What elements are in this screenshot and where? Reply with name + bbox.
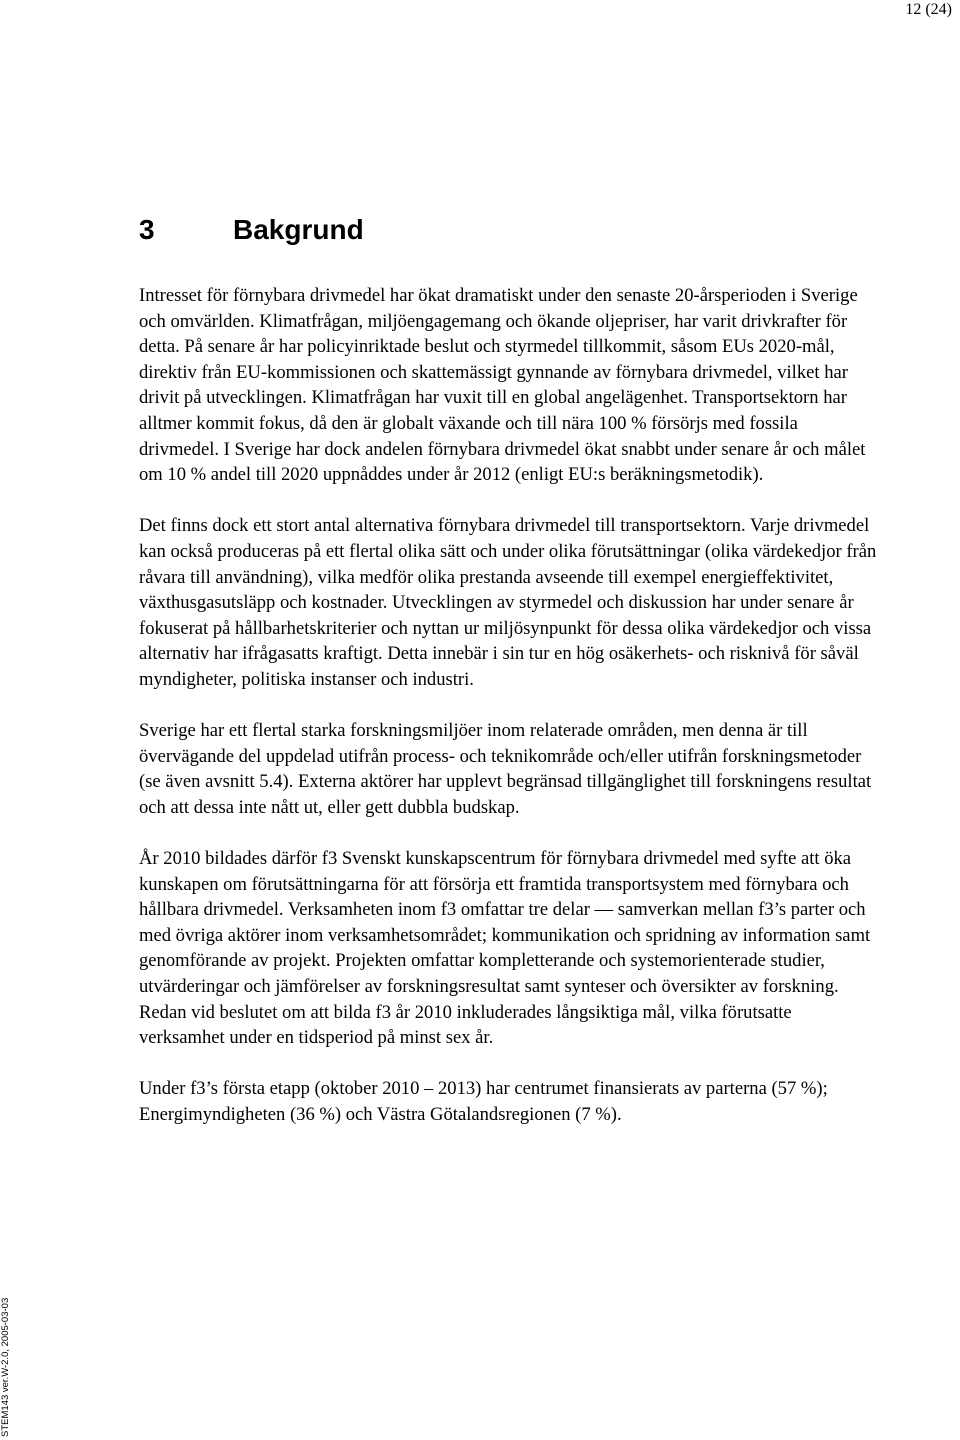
paragraph: Det finns dock ett stort antal alternativa förnybara drivmedel till transportsektorn. Varje drivmedel kan också produceras på ett flertal olika sätt och under olika förutsättningar (olika värdekedjor från råvara till användning), vilka medför olika prestanda avseende till exempel energieffektivitet, växthusgasutsläpp och kostnader. Utvecklingen av styrmedel och diskussion har under senare år fokuserat på hållbarhetskriterier och nyttan ur miljösynpunkt för dessa olika värdekedjor och vissa alternativ har ifrågasatts kraftigt. Detta innebär i sin tur en hög osäkerhets- och risknivå för såväl myndigheter, politiska instanser och industri.: [139, 515, 877, 690]
section-number: 3: [139, 214, 155, 245]
page-number: 12 (24): [905, 1, 952, 18]
template-version-stamp: STEM143 ver.W-2.0, 2005-03-03: [0, 1297, 11, 1437]
section-body: [139, 283, 879, 1153]
section-title: Bakgrund: [233, 214, 364, 245]
paragraph: Under f3’s första etapp (oktober 2010 – 2013) har centrumet finansierats av parterna (57 %); Energimyndigheten (36 %) och Västra Götalandsregionen (7 %).: [139, 1078, 828, 1125]
paragraph: Sverige har ett flertal starka forskningsmiljöer inom relaterade områden, men denna är till övervägande del uppdelad utifrån process- och teknikområde och/eller utifrån forskningsmetoder (se även avsnitt 5.4). Externa aktörer har upplevt begränsad tillgänglighet till forskningens resultat och att dessa inte nått ut, eller gett dubbla budskap.: [139, 720, 872, 818]
paragraph: År 2010 bildades därför f3 Svenskt kunskapscentrum för förnybara drivmedel med syfte att öka kunskapen om förutsättningarna för att försörja ett framtida transportsystem med förnybara och hållbara drivmedel. Verksamheten inom f3 omfattar tre delar — samverkan mellan f3’s parter och med övriga aktörer inom verksamhetsområdet; kommunikation och spridning av information samt genomförande av projekt. Projekten omfattar kompletterande och systemorienterade studier, utvärderingar och jämförelser av forskningsresultat samt synteser och översikter av forskning. Redan vid beslutet om att bilda f3 år 2010 inkluderades långsiktiga mål, vilka förutsatte verksamhet under en tidsperiod på minst sex år.: [139, 848, 871, 1049]
section-heading: [139, 212, 364, 248]
paragraph: Intresset för förnybara drivmedel har ökat dramatiskt under den senaste 20-årsperioden i Sverige och omvärlden. Klimatfrågan, miljöengagemang och ökande oljepriser, har varit drivkrafter för detta. På senare år har policyinriktade beslut och styrmedel tillkommit, såsom EUs 2020-mål, direktiv från EU-kommissionen och skattemässigt gynnande av förnybara drivmedel, vilket har drivit på utvecklingen. Klimatfrågan har vuxit till en global angelägenhet. Transportsektorn har alltmer kommit fokus, då den är globalt växande och till nära 100 % försörjs med fossila drivmedel. I Sverige har dock andelen förnybara drivmedel ökat snabbt under senare år och målet om 10 % andel till 2020 uppnåddes under år 2012 (enligt EU:s beräkningsmetodik).: [139, 285, 866, 486]
